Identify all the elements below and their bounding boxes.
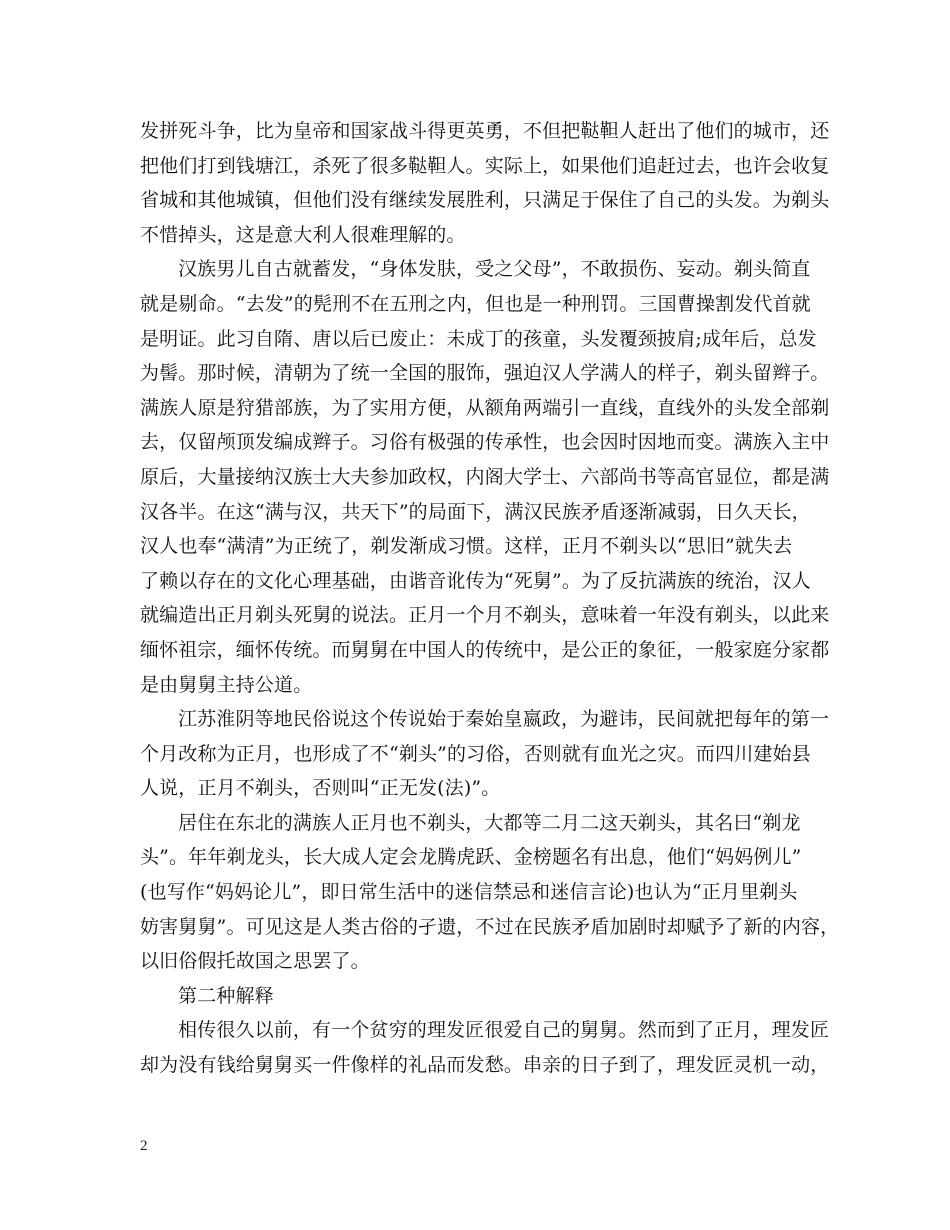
text-line: 妨害舅舅”。可见这是人类古俗的孑遗，不过在民族矛盾加剧时却赋予了新的内容，	[140, 915, 840, 938]
text-line: 为髻。那时候，清朝为了统一全国的服饰，强迫汉人学满人的样子，剃头留辫子。	[140, 362, 830, 385]
text-line: 汉各半。在这“满与汉，共天下”的局面下，满汉民族矛盾逐渐减弱，日久天长，	[140, 500, 811, 523]
text-line: 就是剔命。“去发”的髡刑不在五刑之内，但也是一种刑罚。三国曹操割发代首就	[140, 292, 811, 315]
text-line: 个月改称为正月，也形成了不“剃头”的习俗，否则就有血光之灾。而四川建始县	[140, 742, 811, 765]
text-line: 以旧俗假托故国之思罢了。	[140, 950, 370, 973]
text-line: 把他们打到钱塘江，杀死了很多鞑靼人。实际上，如果他们追赶过去，也许会收复	[140, 154, 830, 177]
text-line: 是明证。此习自隋、唐以后已废止：未成丁的孩童，头发覆颈披肩;成年后，总发	[140, 327, 817, 350]
text-line: (也写作“妈妈论儿”，即日常生活中的迷信禁忌和迷信言论)也认为“正月里剃头	[140, 881, 798, 904]
text-line: 汉族男儿自古就蓄发，“身体发肤，受之父母”，不敢损伤、妄动。剃头简直	[178, 258, 811, 281]
text-line: 汉人也奉“满清”为正统了，剃发渐成习惯。这样，正月不剃头以“思旧”就失去	[140, 535, 793, 558]
document-body	[140, 114, 840, 1083]
text-line: 原后，大量接纳汉族士大夫参加政权，内阁大学士、六部尚书等高官显位，都是满	[140, 465, 830, 488]
text-line: 江苏淮阴等地民俗说这个传说始于秦始皇嬴政，为避讳，民间就把每年的第一	[178, 708, 830, 731]
page-number: 2	[140, 1138, 148, 1154]
text-line: 不惜掉头，这是意大利人很难理解的。	[140, 223, 466, 246]
text-line: 缅怀祖宗，缅怀传统。而舅舅在中国人的传统中，是公正的象征，一般家庭分家都	[140, 638, 830, 661]
text-line: 头”。年年剃龙头，长大成人定会龙腾虎跃、金榜题名有出息，他们“妈妈例儿”	[140, 846, 802, 869]
text-line: 居住在东北的满族人正月也不剃头，大都等二月二这天剃头，其名曰“剃龙	[178, 811, 801, 834]
text-line: 人说，正月不剃头，否则叫“正无发(法)”。	[140, 777, 501, 800]
text-line: 却为没有钱给舅舅买一件像样的礼品而发愁。串亲的日子到了，理发匠灵机一动，	[140, 1054, 830, 1077]
text-line: 第二种解释	[178, 984, 274, 1007]
text-line: 相传很久以前，有一个贫穷的理发匠很爱自己的舅舅。然而到了正月，理发匠	[178, 1019, 830, 1042]
text-line: 发拼死斗争，比为皇帝和国家战斗得更英勇，不但把鞑靼人赶出了他们的城市，还	[140, 120, 830, 142]
text-line: 是由舅舅主持公道。	[140, 673, 313, 696]
text-line: 了赖以存在的文化心理基础，由谐音讹传为“死舅”。为了反抗满族的统治，汉人	[140, 569, 811, 592]
text-line: 去，仅留颅顶发编成辫子。习俗有极强的传承性，也会因时因地而变。满族入主中	[140, 431, 830, 454]
text-line: 就编造出正月剃头死舅的说法。正月一个月不剃头，意味着一年没有剃头，以此来	[140, 604, 830, 627]
text-line: 省城和其他城镇，但他们没有继续发展胜利，只满足于保住了自己的头发。为剃头	[140, 189, 830, 212]
text-line: 满族人原是狩猎部族，为了实用方便，从额角两端引一直线，直线外的头发全部剃	[140, 396, 830, 419]
